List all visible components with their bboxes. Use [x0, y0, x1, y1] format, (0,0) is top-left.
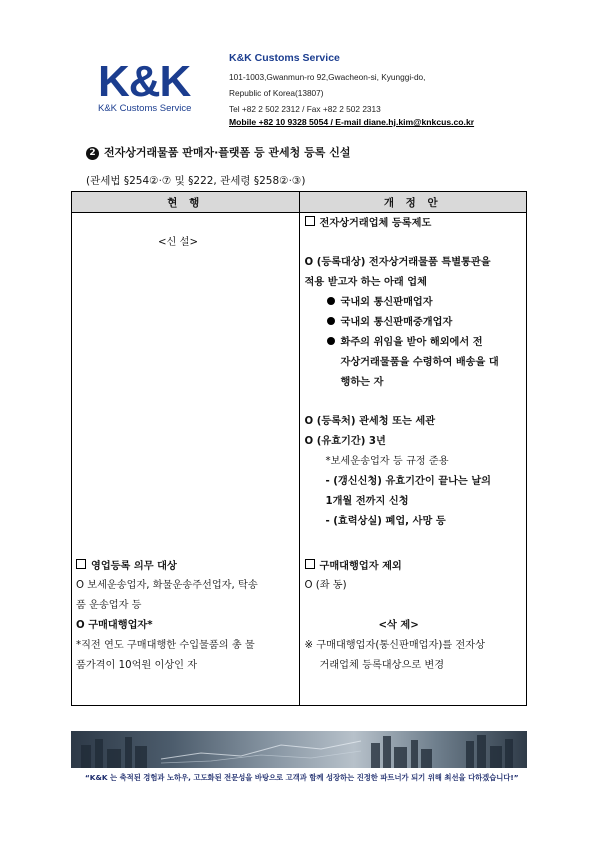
- address-line-2: Republic of Korea(13807): [229, 88, 324, 98]
- current-cell: [72, 213, 300, 706]
- checkbox-icon: [76, 559, 86, 569]
- biz-line-2: 품 운송업자 등: [76, 600, 142, 611]
- system-title: 전자상거래업체 등록제도: [305, 216, 432, 231]
- target-line-2: 적용 받고자 하는 아래 업체: [304, 277, 427, 288]
- exclude-title: 구매대행업자 제외: [305, 559, 402, 574]
- delete-label: <삭 제>: [378, 620, 419, 631]
- note-line-2: 거래업체 등록대상으로 변경: [319, 660, 445, 671]
- biz-line-1: O 보세운송업자, 화물운송주선업자, 탁송: [76, 580, 258, 591]
- column-header-revised: 개 정 안: [299, 192, 527, 213]
- footer-banner-image: [71, 731, 527, 768]
- validity-note: *보세운송업자 등 규정 준용: [325, 456, 449, 467]
- bullet-icon: [327, 317, 335, 325]
- column-header-current: 현 행: [72, 192, 300, 213]
- comparison-table: [71, 191, 527, 706]
- registration-office: O (등록처) 관세청 또는 세관: [304, 416, 436, 427]
- company-name: K&K Customs Service: [229, 52, 340, 64]
- city-skyline-icon: [71, 731, 527, 768]
- section-heading: [86, 144, 350, 160]
- bullet-3-line-3: 행하는 자: [340, 377, 384, 388]
- phone-fax: Tel +82 2 502 2312 / Fax +82 2 502 2313: [229, 104, 381, 114]
- section-number: 2: [86, 147, 99, 160]
- bullet-icon: [327, 337, 335, 345]
- footer-slogan: “K&K 는 축적된 경험과 노하우, 고도화된 전문성을 바탕으로 고객과 함께 성장하는 진정한 파트너가 되기 위해 최선을 다하겠습니다!”: [85, 773, 519, 782]
- new-label: <신 설>: [158, 237, 198, 248]
- renewal-line-1: - (갱신신청) 유효기간이 끝나는 날의: [325, 476, 492, 487]
- validity-period: O (유효기간) 3년: [304, 436, 386, 447]
- revised-cell: [299, 213, 527, 706]
- bullet-2: 국내외 통신판매중개업자: [327, 316, 453, 330]
- address-line-1: 101-1003,Gwanmun-ro 92,Gwacheon-si, Kyunggi-do,: [229, 72, 426, 82]
- same-as-left: O (좌 동): [304, 580, 347, 591]
- renewal-line-2: 1개월 전까지 신청: [325, 496, 409, 507]
- logo-mark: K&K: [98, 57, 191, 106]
- company-info: [229, 52, 474, 127]
- section-title: 전자상거래물품 판매자·플랫폼 등 관세청 등록 신설: [104, 146, 351, 159]
- bullet-3-line-2: 자상거래물품을 수령하여 배송을 대: [340, 357, 499, 368]
- checkbox-icon: [305, 559, 315, 569]
- bullet-3: 화주의 위임을 받아 해외에서 전: [327, 336, 483, 350]
- note-line-1: ※ 구매대행업자(통신판매업자)를 전자상: [304, 640, 485, 651]
- checkbox-icon: [305, 216, 315, 226]
- mobile-email: Mobile +82 10 9328 5054 / E-mail diane.hj.kim@knkcus.co.kr: [229, 117, 475, 127]
- target-line-1: O (등록대상) 전자상거래물품 특별통관을: [304, 257, 491, 268]
- bullet-icon: [327, 297, 335, 305]
- agent-line-1: *직전 연도 구매대행한 수입물품의 총 물: [76, 640, 255, 651]
- biz-registration-title: 영업등록 의무 대상: [76, 559, 177, 574]
- logo-subtitle: K&K Customs Service: [98, 103, 192, 114]
- bullet-1: 국내외 통신판매업자: [327, 296, 433, 310]
- loss-of-effect: - (효력상실) 폐업, 사망 등: [325, 516, 446, 527]
- agent-line-2: 품가격이 10억원 이상인 자: [76, 660, 198, 671]
- law-reference: (관세법 §254②·⑦ 및 §222, 관세령 §258②·③): [86, 175, 306, 187]
- agent-title: O 구매대행업자*: [76, 620, 153, 631]
- company-logo: [98, 57, 198, 114]
